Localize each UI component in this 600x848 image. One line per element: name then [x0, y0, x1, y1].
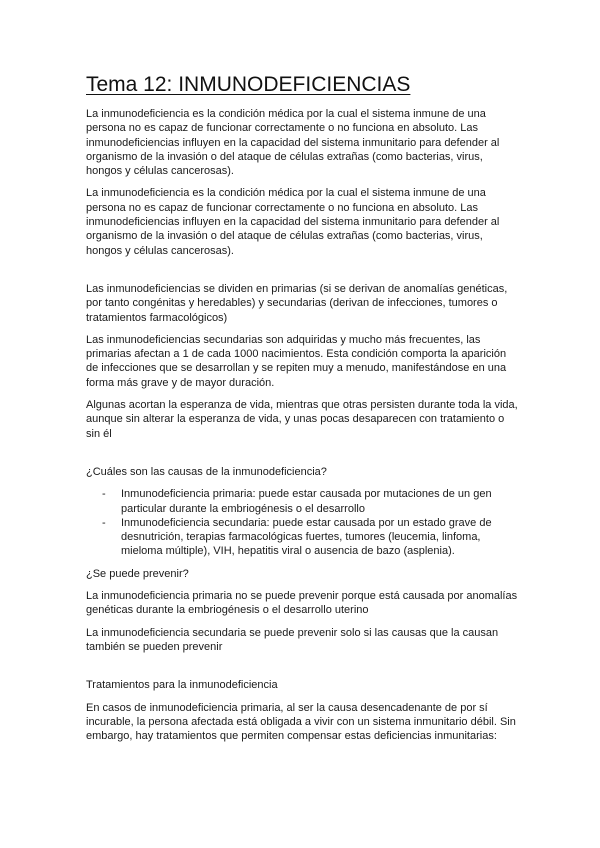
list-item — [86, 487, 518, 516]
causes-heading: ¿Cuáles son las causas de la inmunodeficiencia? — [86, 465, 327, 478]
life-expectancy-paragraph: Algunas acortan la esperanza de vida, mientras que otras persisten durante toda la vida, aunque sin alterar la esperanza de vida, y unas pocas desaparecen con tratamiento o sin él — [86, 399, 518, 440]
prevent-primary-paragraph: La inmunodeficiencia primaria no se puede prevenir porque está causada por anomalías genéticas durante la embriogénesis o el desarrollo uterino — [86, 590, 518, 617]
spacer — [86, 266, 518, 282]
spacer — [86, 449, 518, 465]
spacer — [86, 662, 518, 678]
intro-paragraph-1: La inmunodeficiencia es la condición médica por la cual el sistema inmune de una persona no es capaz de funcionar correctamente o no funciona en absoluto. Las inmunodeficiencias influyen en la capacidad del sistema inmunitario para defender al organismo de la invasión o del ataque de células extrañas (como bacterias, virus, hongos y células cancerosas). — [86, 108, 500, 178]
list-item-text: Inmunodeficiencia secundaria: puede estar causada por un estado grave de desnutrición, terapias farmacológicas fuertes, tumores (leucemia, linfoma, mieloma múltiple), VIH, hepatitis viral o ausencia de bazo (asplenia). — [121, 516, 492, 558]
list-item — [86, 516, 518, 559]
list-item-text: Inmunodeficiencia primaria: puede estar causada por mutaciones de un gen particular durante la embriogénesis o el desarrollo — [121, 488, 492, 515]
list-marker: - — [102, 516, 106, 529]
document-page — [86, 72, 518, 751]
types-paragraph: Las inmunodeficiencias se dividen en primarias (si se derivan de anomalías genéticas, por tanto congénitas y heredables) y secundarias (derivan de infecciones, tumores o tratamientos farmacológicos) — [86, 282, 508, 324]
intro-paragraph-2: La inmunodeficiencia es la condición médica por la cual el sistema inmune de una persona no es capaz de funcionar correctamente o no funciona en absoluto. Las inmunodeficiencias influyen en la capacidad del sistema inmunitario para defender al organismo de la invasión o del ataque de células extrañas (como bacterias, virus, hongos y células cancerosas). — [86, 187, 500, 257]
treatments-heading: Tratamientos para la inmunodeficiencia — [86, 679, 278, 692]
list-marker: - — [102, 488, 106, 501]
treatments-paragraph: En casos de inmunodeficiencia primaria, al ser la causa desencadenante de por sí incurable, la persona afectada está obligada a vivir con un sistema inmunitario débil. Sin embargo, hay tratamientos que permiten compensar estas deficiencias inmunitarias: — [86, 701, 516, 743]
causes-list — [86, 487, 518, 558]
prevent-heading: ¿Se puede prevenir? — [86, 567, 189, 580]
prevent-secondary-paragraph: La inmunodeficiencia secundaria se puede prevenir solo si las causas que la causan también se pueden prevenir — [86, 626, 499, 653]
page-title: Tema 12: INMUNODEFICIENCIAS — [86, 73, 411, 96]
secondary-paragraph: Las inmunodeficiencias secundarias son adquiridas y mucho más frecuentes, las primarias afectan a 1 de cada 1000 nacimientos. Esta condición comporta la aparición de infecciones que se desarrollan y se repiten muy a menudo, manifestándose en una forma más grave y de mayor duración. — [86, 333, 507, 389]
